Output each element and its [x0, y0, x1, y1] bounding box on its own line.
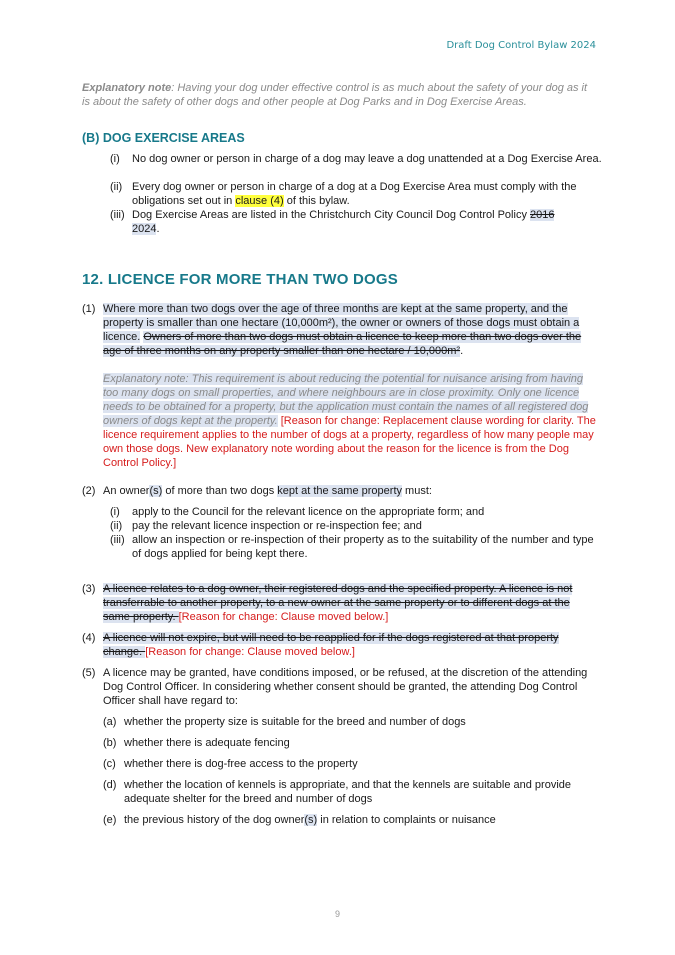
running-header: Draft Dog Control Bylaw 2024: [446, 40, 596, 51]
inserted-text: (s): [149, 485, 163, 497]
deleted-text: A licence relates to a dog owner, their registered dogs and the specified property. A licence is not transferrable to another property, to a new owner at the same property or to different dogs at the same property.: [103, 583, 573, 623]
item-number: (ii): [110, 520, 123, 532]
item-number: (i): [110, 506, 120, 518]
explanatory-note-top: [82, 81, 594, 109]
clause-number: (4): [82, 632, 96, 644]
section-12-heading: 12. LICENCE FOR MORE THAN TWO DOGS: [82, 271, 398, 288]
explanatory-note-label: Explanatory note: [82, 82, 172, 94]
section-b-item-1: No dog owner or person in charge of a dog may leave a dog unattended at a Dog Exercise Area.: [132, 153, 602, 165]
deleted-text: A licence will not expire, but will need to be reapplied for if the dogs registered at that property change.: [103, 632, 559, 658]
item-text: Every dog owner or person in charge of a dog at a Dog Exercise Area must comply with the obligations set out in: [132, 181, 577, 207]
clause-4: [103, 631, 597, 659]
reason-for-change: [Reason for change: Replacement clause wording for clarity. The licence requirement applies to the number of dogs at a property, regardless of how many people may own those dogs. New explanatory note wording about the reason for the licence is from the Dog Control Policy.]: [103, 415, 596, 469]
item-text: the previous history of the dog owner: [124, 814, 305, 826]
clause-5-item: whether the property size is suitable for the breed and number of dogs: [124, 716, 466, 728]
item-letter: (c): [103, 758, 116, 770]
item-letter: (a): [103, 716, 117, 728]
item-number: (iii): [110, 209, 125, 221]
item-letter: (b): [103, 737, 117, 749]
explanatory-note-text: : Having your dog under effective control is as much about the safety of your dog as it is about the safety of other dogs and other people at Dog Parks and in Dog Exercise Areas.: [82, 82, 588, 108]
clause-number: (1): [82, 303, 96, 315]
clause-2-item: allow an inspection or re-inspection of their property as to the suitability of the number and type of dogs applied for being kept there.: [132, 534, 594, 560]
section-b-item-3: [132, 208, 572, 236]
reason-for-change: [Reason for change: Clause moved below.]: [178, 611, 389, 623]
clause-number: (2): [82, 485, 96, 497]
inserted-text: kept at the same property: [277, 485, 402, 497]
clause-number: (5): [82, 667, 96, 679]
clause-text: must:: [402, 485, 432, 497]
inserted-year: 2024: [132, 223, 157, 235]
explanatory-note-text: Explanatory note: This requirement is about reducing the potential for nuisance arising from having too many dogs on small properties, and where neighbours are in close proximity. Only one licence needs to be obtained for a property, but the application must contain the names of all registered dog owners of dogs kept at the property.: [103, 373, 589, 427]
clause-5: A licence may be granted, have conditions imposed, or be refused, at the discretion of the attending Dog Control Officer. In considering whether consent should be granted, the attending Dog Control Officer shall have regard to:: [103, 667, 588, 707]
clause-3: [103, 582, 599, 624]
clause-text: of more than two dogs: [162, 485, 278, 497]
clause-number: (3): [82, 583, 96, 595]
clause-5-item: whether the location of kennels is appropriate, and that the kennels are suitable and provide adequate shelter for the breed and number of dogs: [124, 779, 572, 805]
inserted-text: (s): [304, 814, 318, 826]
clause-5-item: [124, 813, 594, 827]
clause-1: [103, 302, 597, 358]
reason-for-change: [Reason for change: Clause moved below.]: [145, 646, 355, 658]
clause-2: [103, 484, 597, 498]
item-letter: (d): [103, 779, 117, 791]
deleted-year: 2016: [530, 209, 555, 221]
item-number: (i): [110, 153, 120, 165]
item-text: Dog Exercise Areas are listed in the Christchurch City Council Dog Control Policy: [132, 209, 530, 221]
clause-1-explanatory-note: [103, 372, 597, 470]
item-number: (iii): [110, 534, 125, 546]
item-letter: (e): [103, 814, 117, 826]
clause-end: .: [460, 345, 464, 357]
inserted-text: Where more than two dogs over the age of three months are kept at the same property, and the property is smaller than one hectare (10,000m²), the owner or owners of those dogs must obtain a licence.: [103, 303, 580, 343]
clause-2-item: apply to the Council for the relevant licence on the appropriate form; and: [132, 506, 485, 518]
page-number: 9: [334, 909, 340, 919]
clause-reference-highlight: clause (4): [235, 195, 284, 207]
item-text: .: [156, 223, 160, 235]
clause-5-item: whether there is adequate fencing: [124, 737, 290, 749]
clause-5-item: whether there is dog-free access to the property: [124, 758, 358, 770]
clause-2-item: pay the relevant licence inspection or re-inspection fee; and: [132, 520, 422, 532]
clause-text: An owner: [103, 485, 150, 497]
item-number: (ii): [110, 181, 123, 193]
section-b-heading: (B) DOG EXERCISE AREAS: [82, 131, 245, 145]
deleted-text: Owners of more than two dogs must obtain a licence to keep more than two dogs over the age of three months on any property smaller than one hectare / 10,000m²: [103, 331, 582, 357]
section-b-item-2: [132, 180, 602, 208]
item-text: of this bylaw.: [283, 195, 350, 207]
item-text: in relation to complaints or nuisance: [317, 814, 496, 826]
